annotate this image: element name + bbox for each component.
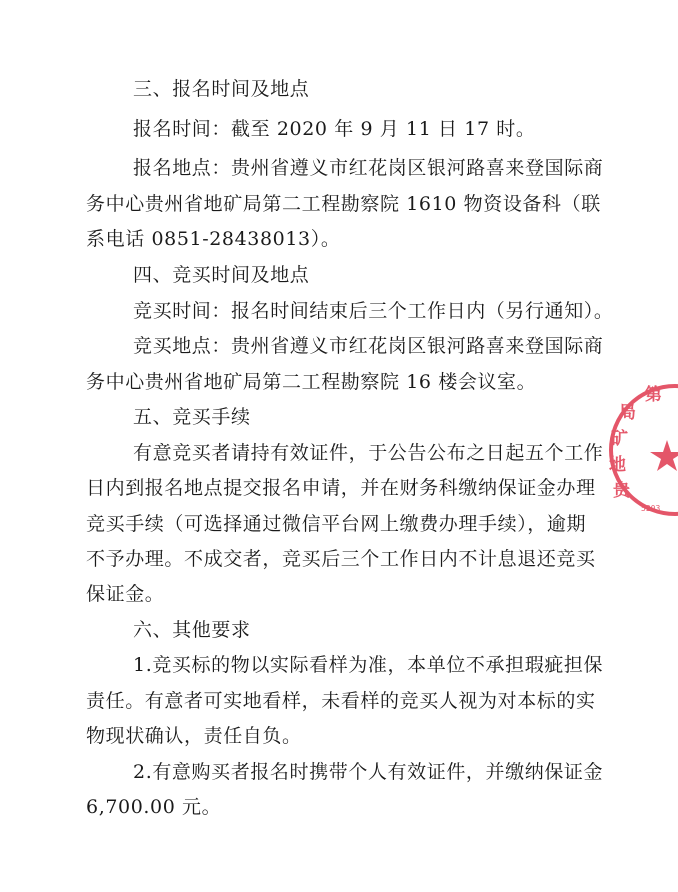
seal-text-2: 第 [645, 385, 662, 405]
seal-text-1: 局 [619, 403, 636, 423]
requirement-1-line-3: 物现状确认，责任自负。 [86, 725, 302, 747]
registration-place-line-3: 系电话 0851-28438013）。 [86, 228, 341, 250]
procedure-line-2: 日内到报名地点提交报名申请，并在财务科缴纳保证金办理 [86, 477, 596, 499]
auction-time: 竞买时间：报名时间结束后三个工作日内（另行通知）。 [133, 300, 614, 322]
section-5-heading: 五、竞买手续 [133, 406, 251, 428]
procedure-line-3: 竞买手续（可选择通过微信平台网上缴费办理手续），逾期 [86, 513, 587, 535]
seal-text-5: 贵 [613, 481, 630, 501]
section-6-heading: 六、其他要求 [133, 619, 251, 641]
seal-number: 5203 [641, 504, 661, 513]
seal-star-icon [650, 440, 678, 471]
official-seal-stamp [605, 378, 678, 528]
registration-place-line-2: 务中心贵州省地矿局第二工程勘察院 1610 物资设备科（联 [86, 193, 601, 215]
requirement-2-line-1: 2.有意购买者报名时携带个人有效证件，并缴纳保证金 [133, 761, 604, 783]
auction-place-line-2: 务中心贵州省地矿局第二工程勘察院 16 楼会议室。 [86, 371, 537, 393]
seal-text-3: 矿 [611, 429, 628, 449]
registration-place-line-1: 报名地点：贵州省遵义市红花岗区银河路喜来登国际商 [133, 157, 604, 179]
section-4-heading: 四、竞买时间及地点 [133, 264, 310, 286]
requirement-1-line-1: 1.竞买标的物以实际看样为准，本单位不承担瑕疵担保 [133, 654, 604, 676]
requirement-2-line-2: 6,700.00 元。 [86, 796, 222, 818]
registration-time: 报名时间：截至 2020 年 9 月 11 日 17 时。 [133, 118, 536, 140]
seal-text-4: 地 [609, 455, 626, 475]
procedure-line-1: 有意竞买者请持有效证件，于公告公布之日起五个工作 [133, 442, 604, 464]
requirement-1-line-2: 责任。有意者可实地看样，未看样的竞买人视为对本标的实 [86, 690, 596, 712]
section-3-heading: 三、报名时间及地点 [133, 78, 310, 100]
procedure-line-5: 保证金。 [86, 583, 165, 605]
auction-place-line-1: 竞买地点：贵州省遵义市红花岗区银河路喜来登国际商 [133, 335, 604, 357]
procedure-line-4: 不予办理。不成交者，竞买后三个工作日内不计息退还竞买 [86, 548, 596, 570]
